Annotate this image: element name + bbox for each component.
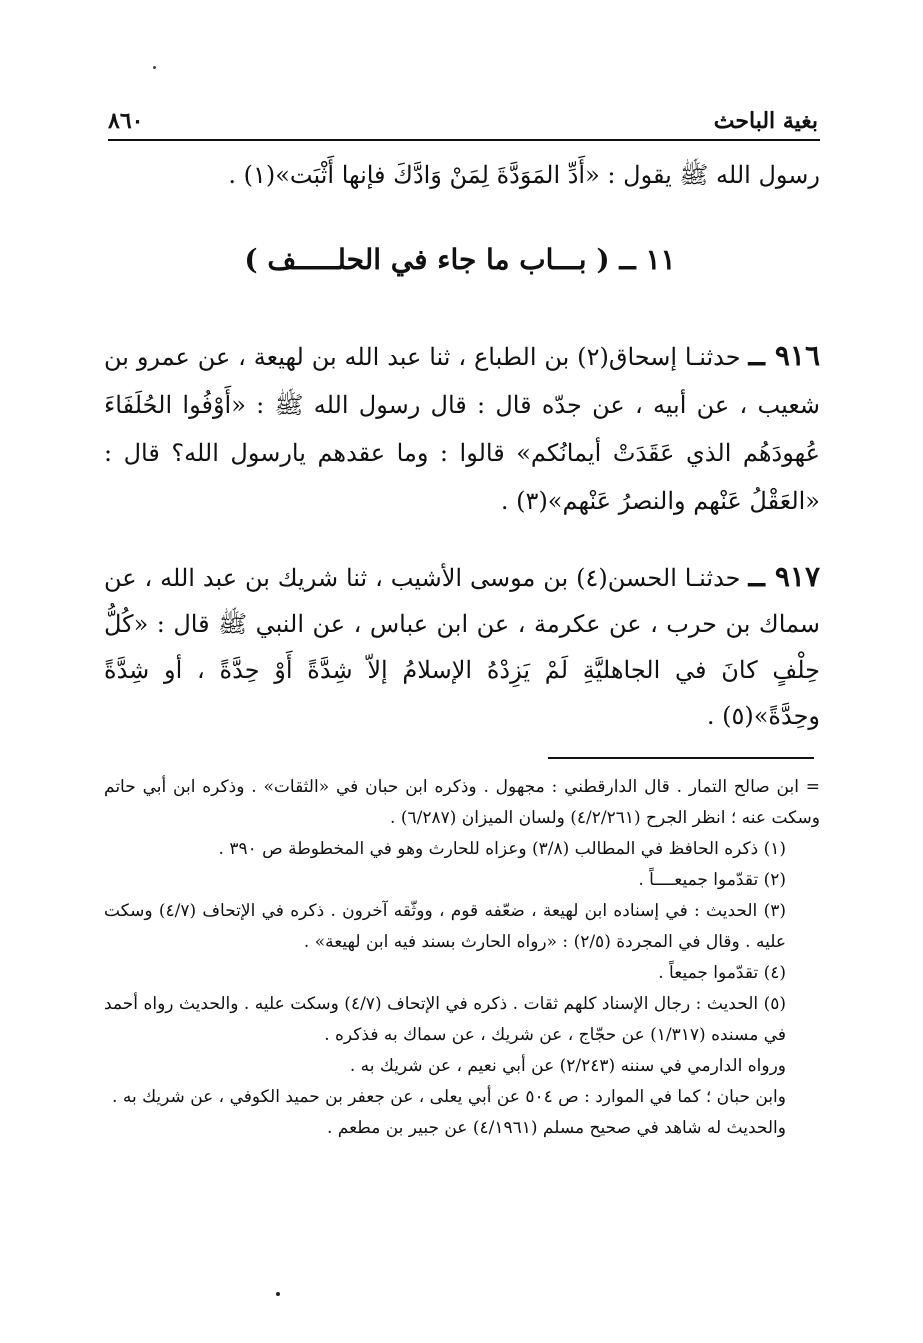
header-rule: [108, 139, 820, 141]
running-title: بغية الباحث: [713, 108, 818, 134]
footnote-2: (٢) تقدّموا جميعــــاً .: [638, 870, 786, 890]
footnote-3: (٣) الحديث : في إسناده ابن لهيعة ، ضعّفه قوم ، ووثّقه آخرون . ذكره في الإتحاف (٤/٧) وسكت عليه . وقال في المجردة (٢/٥) : «رواه الحارث بسند فيه ابن لهيعة» .: [104, 901, 786, 952]
hadith-text: حدثنـا الحسن(٤) بن موسى الأشيب ، ثنا شريك بن عبد الله ، عن سماك بن حرب ، عن عكرمة ، عن ابن عباس ، عن النبي ﷺ قال : «كُلُّ حِلْفٍ كانَ في الجاهليَّةِ لَمْ يَزِدْهُ الإسلامُ إلاّ شِدَّةً أَوْ حِدَّةً ، أو شِدَّةً وحِدَّةً»(٥) .: [104, 564, 820, 730]
footnote-4: (٤) تقدّموا جميعاً .: [658, 963, 786, 983]
footnote-5-ibn-hibban: وابن حبان ؛ كما في الموارد : ص ٥٠٤ عن أبي يعلى ، عن جعفر بن حميد الكوفي ، عن شريك به .: [112, 1087, 786, 1107]
hadith-text: حدثنـا إسحاق(٢) بن الطباع ، ثنا عبد الله بن لهيعة ، عن عمرو بن شعيب ، عن أبيه ، عن جدّه قال : قال رسول الله ﷺ : «أَوْفُوا الحُلَفَاءَ عُهودَهُم الذي عَقَدَتْ أيمانُكم» قالوا : وما عقدهم يارسول الله؟ قال : «العَقْلُ عَنْهم والنصرُ عَنْهم»(٣) .: [104, 343, 821, 515]
speck: [153, 66, 156, 69]
speck: [276, 1292, 280, 1296]
footnote-1: (١) ذكره الحافظ في المطالب (٣/٨) وعزاه للحارث وهو في المخطوطة ص ٣٩٠ .: [218, 839, 786, 859]
hadith-number: ٩١٧ ــ: [748, 560, 821, 593]
footnote-5: (٥) الحديث : رجال الإسناد كلهم ثقات . ذكره في الإتحاف (٤/٧) وسكت عليه . والحديث رواه أحمد في مسنده (١/٣١٧) عن حجّاج ، عن شريك ، عن سماك به فذكره .: [104, 994, 786, 1045]
hadith-916: [104, 332, 820, 525]
hadith-917: [104, 554, 820, 739]
continuation-line: رسول الله ﷺ يقول : «أَدِّ المَوَدَّةَ لِمَنْ وَادَّكَ فإنها أَثْبَت»(١) .: [228, 161, 820, 189]
running-header: [108, 90, 818, 134]
page-number: ٨٦٠: [108, 108, 144, 134]
footnote-5-darimi: ورواه الدارمي في سننه (٢/٢٤٣) عن أبي نعيم ، عن شريك به .: [349, 1056, 786, 1076]
footnotes: [104, 772, 820, 1144]
chapter-heading: ١١ ــ ( بـــاب ما جاء في الحلـــــف ): [244, 243, 676, 276]
hadith-number: ٩١٦ ــ: [748, 339, 820, 372]
footnote-5-muslim: والحديث له شاهد في صحيح مسلم (٤/١٩٦١) عن جبير بن مطعم .: [326, 1118, 786, 1138]
footnote-separator: [548, 757, 814, 759]
footnote-continued: = ابن صالح التمار . قال الدارقطني : مجهول . وذكره ابن حبان في «الثقات» . وذكره ابن أبي حاتم وسكت عنه ؛ انظر الجرح (٤/٢/٢٦١) ولسان الميزان (٦/٢٨٧) .: [104, 777, 820, 828]
